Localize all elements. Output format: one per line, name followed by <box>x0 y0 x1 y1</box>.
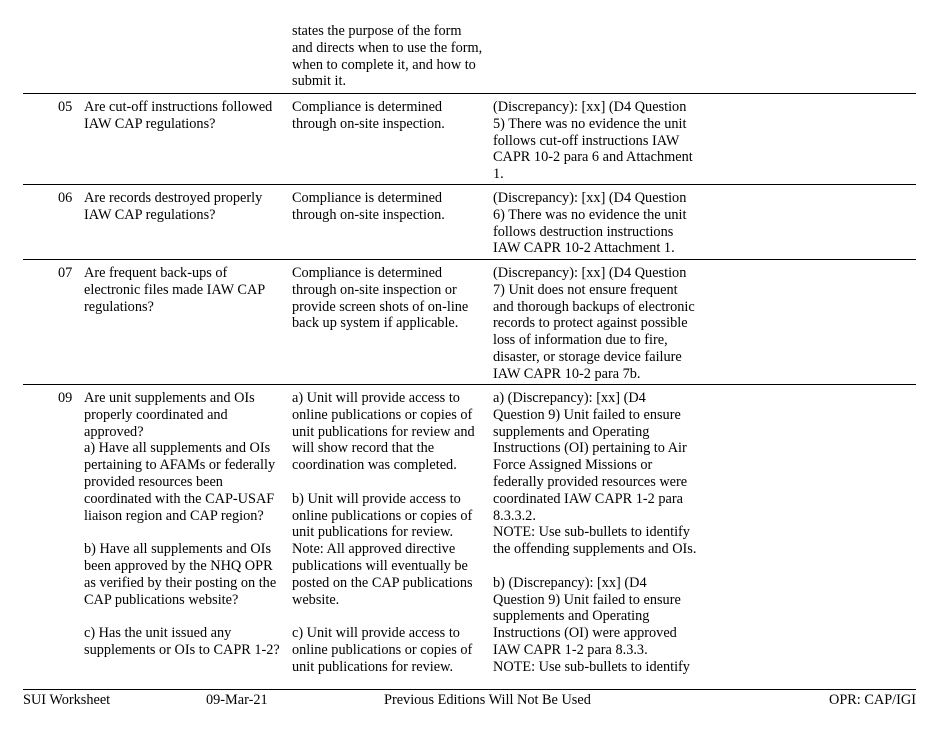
footer-opr: OPR: CAP/IGI <box>829 692 916 708</box>
question-text: Are cut-off instructions followed IAW CAP regulations? <box>84 99 273 132</box>
table-row <box>23 384 916 685</box>
item-number: 09 <box>58 390 73 406</box>
question-text: Are records destroyed properly IAW CAP regulations? <box>84 190 263 223</box>
method-text: Compliance is determined through on-site inspection. <box>292 99 445 132</box>
method-text: states the purpose of the form and directs when to use the form, when to complete it, and how to submit it. <box>292 23 483 90</box>
item-number: 05 <box>58 99 73 115</box>
table-row-continued <box>23 22 916 93</box>
item-number: 06 <box>58 190 73 206</box>
table-row <box>23 93 916 185</box>
question-text: Are frequent back-ups of electronic files made IAW CAP regulations? <box>84 265 266 315</box>
footer-form-name: SUI Worksheet <box>23 692 111 708</box>
discrepancy-text: (Discrepancy): [xx] (D4 Question 7) Unit does not ensure frequent and thorough backups of electronic records to protect against possible loss of information due to fire, disaster, or storage device failure IAW CAPR 10-2 para 7b. <box>493 265 695 382</box>
table-row <box>23 259 916 385</box>
item-number: 07 <box>58 265 73 281</box>
method-text: Compliance is determined through on-site inspection. <box>292 190 445 223</box>
discrepancy-text: (Discrepancy): [xx] (D4 Question 6) There was no evidence the unit follows destruction instructions IAW CAPR 10-2 Attachment 1. <box>493 190 687 257</box>
discrepancy-text: a) (Discrepancy): [xx] (D4 Question 9) Unit failed to ensure supplements and Operating Instructions (OI) pertaining to Air Force Assigned Missions or federally provided resources were coordinated IAW CAPR 1-2 para 8.3.3.2. NOTE: Use sub-bullets to identify the offending supplements and OIs. b) (Discrepancy): [xx] (D4 Question 9) Unit failed to ensure supplements and Operating Instructions (OI) were approved IAW CAPR 1-2 para 8.3.3. NOTE: Use sub-bullets to identify <box>493 390 697 675</box>
question-text: Are unit supplements and OIs properly coordinated and approved? a) Have all supplements and OIs pertaining to AFAMs or federally provided resources been coordinated with the CAP-USAF liaison region and CAP region? b) Have all supplements and OIs been approved by the NHQ OPR as verified by their posting on the CAP publications website? c) Has the unit issued any supplements or OIs to CAPR 1-2? <box>84 390 280 658</box>
footer-notice: Previous Editions Will Not Be Used <box>384 692 591 708</box>
footer-divider <box>23 689 916 690</box>
footer-date: 09-Mar-21 <box>206 692 268 708</box>
method-text: a) Unit will provide access to online publications or copies of unit publications for review and will show record that the coordination was completed. b) Unit will provide access to online publications or copies of unit publications for review. Note: All approved directive publications will eventually be posted on the CAP publications website. c) Unit will provide access to online publications or copies of unit publications for review. <box>292 390 475 675</box>
method-text: Compliance is determined through on-site inspection or provide screen shots of on-line back up system if applicable. <box>292 265 469 332</box>
discrepancy-text: (Discrepancy): [xx] (D4 Question 5) There was no evidence the unit follows cut-off instructions IAW CAPR 10-2 para 6 and Attachment 1. <box>493 99 693 183</box>
table-row <box>23 184 916 260</box>
